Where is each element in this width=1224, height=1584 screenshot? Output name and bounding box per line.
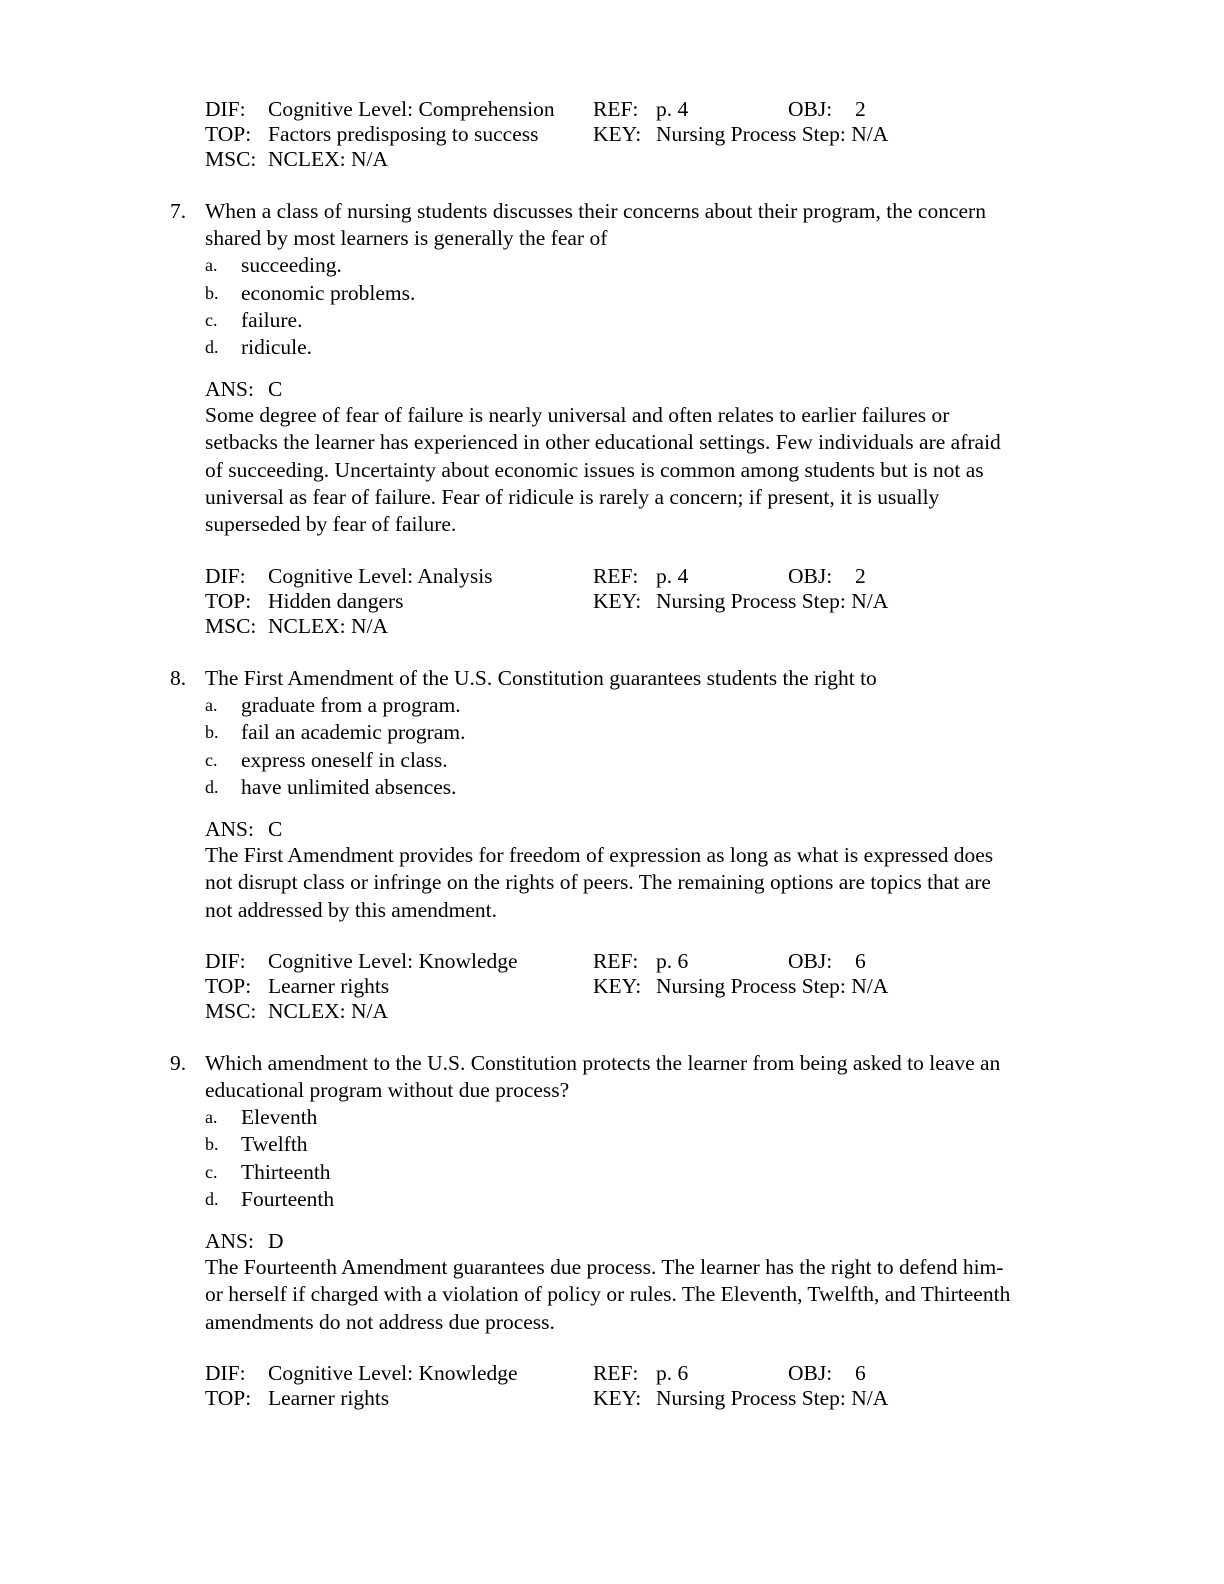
rationale-line: The Fourteenth Amendment guarantees due process. The learner has the right to defend him- <box>205 1255 1004 1279</box>
rationale <box>205 402 1100 538</box>
answer-label: ANS: <box>205 1229 254 1253</box>
msc-value: NCLEX: N/A <box>268 147 389 171</box>
option-text: express oneself in class. <box>241 748 448 772</box>
option-text: succeeding. <box>241 253 342 277</box>
answer-value: C <box>268 817 283 841</box>
key-label: KEY: <box>593 1386 642 1410</box>
option-letter: b. <box>205 722 219 742</box>
ref-label: REF: <box>593 1361 639 1385</box>
rationale-line: superseded by fear of failure. <box>205 512 457 537</box>
top-label: TOP: <box>205 122 252 146</box>
obj-label: OBJ: <box>788 97 833 121</box>
msc-label: MSC: <box>205 147 257 171</box>
obj-value: 2 <box>855 97 866 121</box>
answer-value: C <box>268 377 283 401</box>
dif-value: Cognitive Level: Analysis <box>268 564 493 588</box>
option-letter: d. <box>205 777 219 797</box>
option-letter: b. <box>205 283 219 303</box>
answer-value: D <box>268 1229 284 1253</box>
ref-label: REF: <box>593 564 639 588</box>
msc-value: NCLEX: N/A <box>268 614 389 638</box>
msc-label: MSC: <box>205 999 257 1023</box>
key-label: KEY: <box>593 974 642 998</box>
obj-label: OBJ: <box>788 949 833 973</box>
key-label: KEY: <box>593 589 642 613</box>
option-text: Eleventh <box>241 1105 318 1129</box>
question-number: 9. <box>170 1051 187 1075</box>
option-text: failure. <box>241 308 303 332</box>
rationale-line: not disrupt class or infringe on the rights of peers. The remaining options are topics that are <box>205 870 991 895</box>
option-letter: d. <box>205 1189 219 1209</box>
rationale-line: amendments do not address due process. <box>205 1309 555 1334</box>
question-stem-line: Which amendment to the U.S. Constitution protects the learner from being asked to leave an <box>205 1051 1001 1075</box>
option-text: ridicule. <box>241 335 313 359</box>
ref-value: p. 6 <box>656 1361 689 1385</box>
question-number: 7. <box>170 199 187 223</box>
rationale <box>205 842 1100 924</box>
option-text: fail an academic program. <box>241 720 466 744</box>
option-text: Thirteenth <box>241 1160 331 1184</box>
rationale-line: setbacks the learner has experienced in other educational settings. Few individuals are afraid <box>205 430 1001 455</box>
key-value: Nursing Process Step: N/A <box>656 1386 889 1410</box>
dif-label: DIF: <box>205 97 246 121</box>
key-value: Nursing Process Step: N/A <box>656 974 889 998</box>
dif-value: Cognitive Level: Knowledge <box>268 949 518 973</box>
answer-line <box>205 1228 284 1255</box>
option-letter: b. <box>205 1134 219 1154</box>
msc-value: NCLEX: N/A <box>268 999 389 1023</box>
option-text: Fourteenth <box>241 1187 335 1211</box>
question-stem-line: educational program without due process? <box>205 1078 570 1102</box>
option-text: economic problems. <box>241 281 416 305</box>
dif-value: Cognitive Level: Comprehension <box>268 97 555 121</box>
option-text: have unlimited absences. <box>241 775 457 799</box>
answer-line <box>205 376 283 403</box>
option-letter: a. <box>205 1107 218 1127</box>
answer-line <box>205 816 283 843</box>
key-value: Nursing Process Step: N/A <box>656 589 889 613</box>
top-value: Factors predisposing to success <box>268 122 539 146</box>
rationale-line: Some degree of fear of failure is nearly universal and often relates to earlier failures or <box>205 403 950 427</box>
rationale <box>205 1254 1100 1336</box>
top-label: TOP: <box>205 589 252 613</box>
rationale-line: not addressed by this amendment. <box>205 897 497 922</box>
rationale-line: universal as fear of failure. Fear of ridicule is rarely a concern; if present, it is usually <box>205 484 940 509</box>
ref-label: REF: <box>593 97 639 121</box>
obj-value: 6 <box>855 1361 866 1385</box>
option-letter: a. <box>205 695 218 715</box>
option-letter: c. <box>205 1162 218 1182</box>
option-letter: d. <box>205 337 219 357</box>
ref-value: p. 4 <box>656 564 689 588</box>
question-number: 8. <box>170 666 187 690</box>
option-letter: c. <box>205 310 218 330</box>
dif-label: DIF: <box>205 949 246 973</box>
obj-value: 2 <box>855 564 866 588</box>
option-text: Twelfth <box>241 1132 308 1156</box>
obj-value: 6 <box>855 949 866 973</box>
ref-value: p. 4 <box>656 97 689 121</box>
option-letter: c. <box>205 750 218 770</box>
dif-label: DIF: <box>205 564 246 588</box>
top-value: Learner rights <box>268 1386 390 1410</box>
top-value: Hidden dangers <box>268 589 404 613</box>
option-letter: a. <box>205 255 218 275</box>
rationale-line: of succeeding. Uncertainty about economic issues is common among students but is not as <box>205 457 984 482</box>
question-stem-line: The First Amendment of the U.S. Constitution guarantees students the right to <box>205 666 877 690</box>
top-value: Learner rights <box>268 974 390 998</box>
key-value: Nursing Process Step: N/A <box>656 122 889 146</box>
answer-label: ANS: <box>205 817 254 841</box>
dif-value: Cognitive Level: Knowledge <box>268 1361 518 1385</box>
question-stem-line: When a class of nursing students discusses their concerns about their program, the concern <box>205 199 986 223</box>
dif-label: DIF: <box>205 1361 246 1385</box>
top-label: TOP: <box>205 1386 252 1410</box>
ref-label: REF: <box>593 949 639 973</box>
ref-value: p. 6 <box>656 949 689 973</box>
option-text: graduate from a program. <box>241 693 461 717</box>
top-label: TOP: <box>205 974 252 998</box>
question-stem-line: shared by most learners is generally the fear of <box>205 226 608 250</box>
rationale-line: The First Amendment provides for freedom of expression as long as what is expressed does <box>205 843 994 867</box>
msc-label: MSC: <box>205 614 257 638</box>
key-label: KEY: <box>593 122 642 146</box>
answer-label: ANS: <box>205 377 254 401</box>
rationale-line: or herself if charged with a violation of policy or rules. The Eleventh, Twelfth, and Thirteenth <box>205 1282 1011 1307</box>
obj-label: OBJ: <box>788 1361 833 1385</box>
obj-label: OBJ: <box>788 564 833 588</box>
